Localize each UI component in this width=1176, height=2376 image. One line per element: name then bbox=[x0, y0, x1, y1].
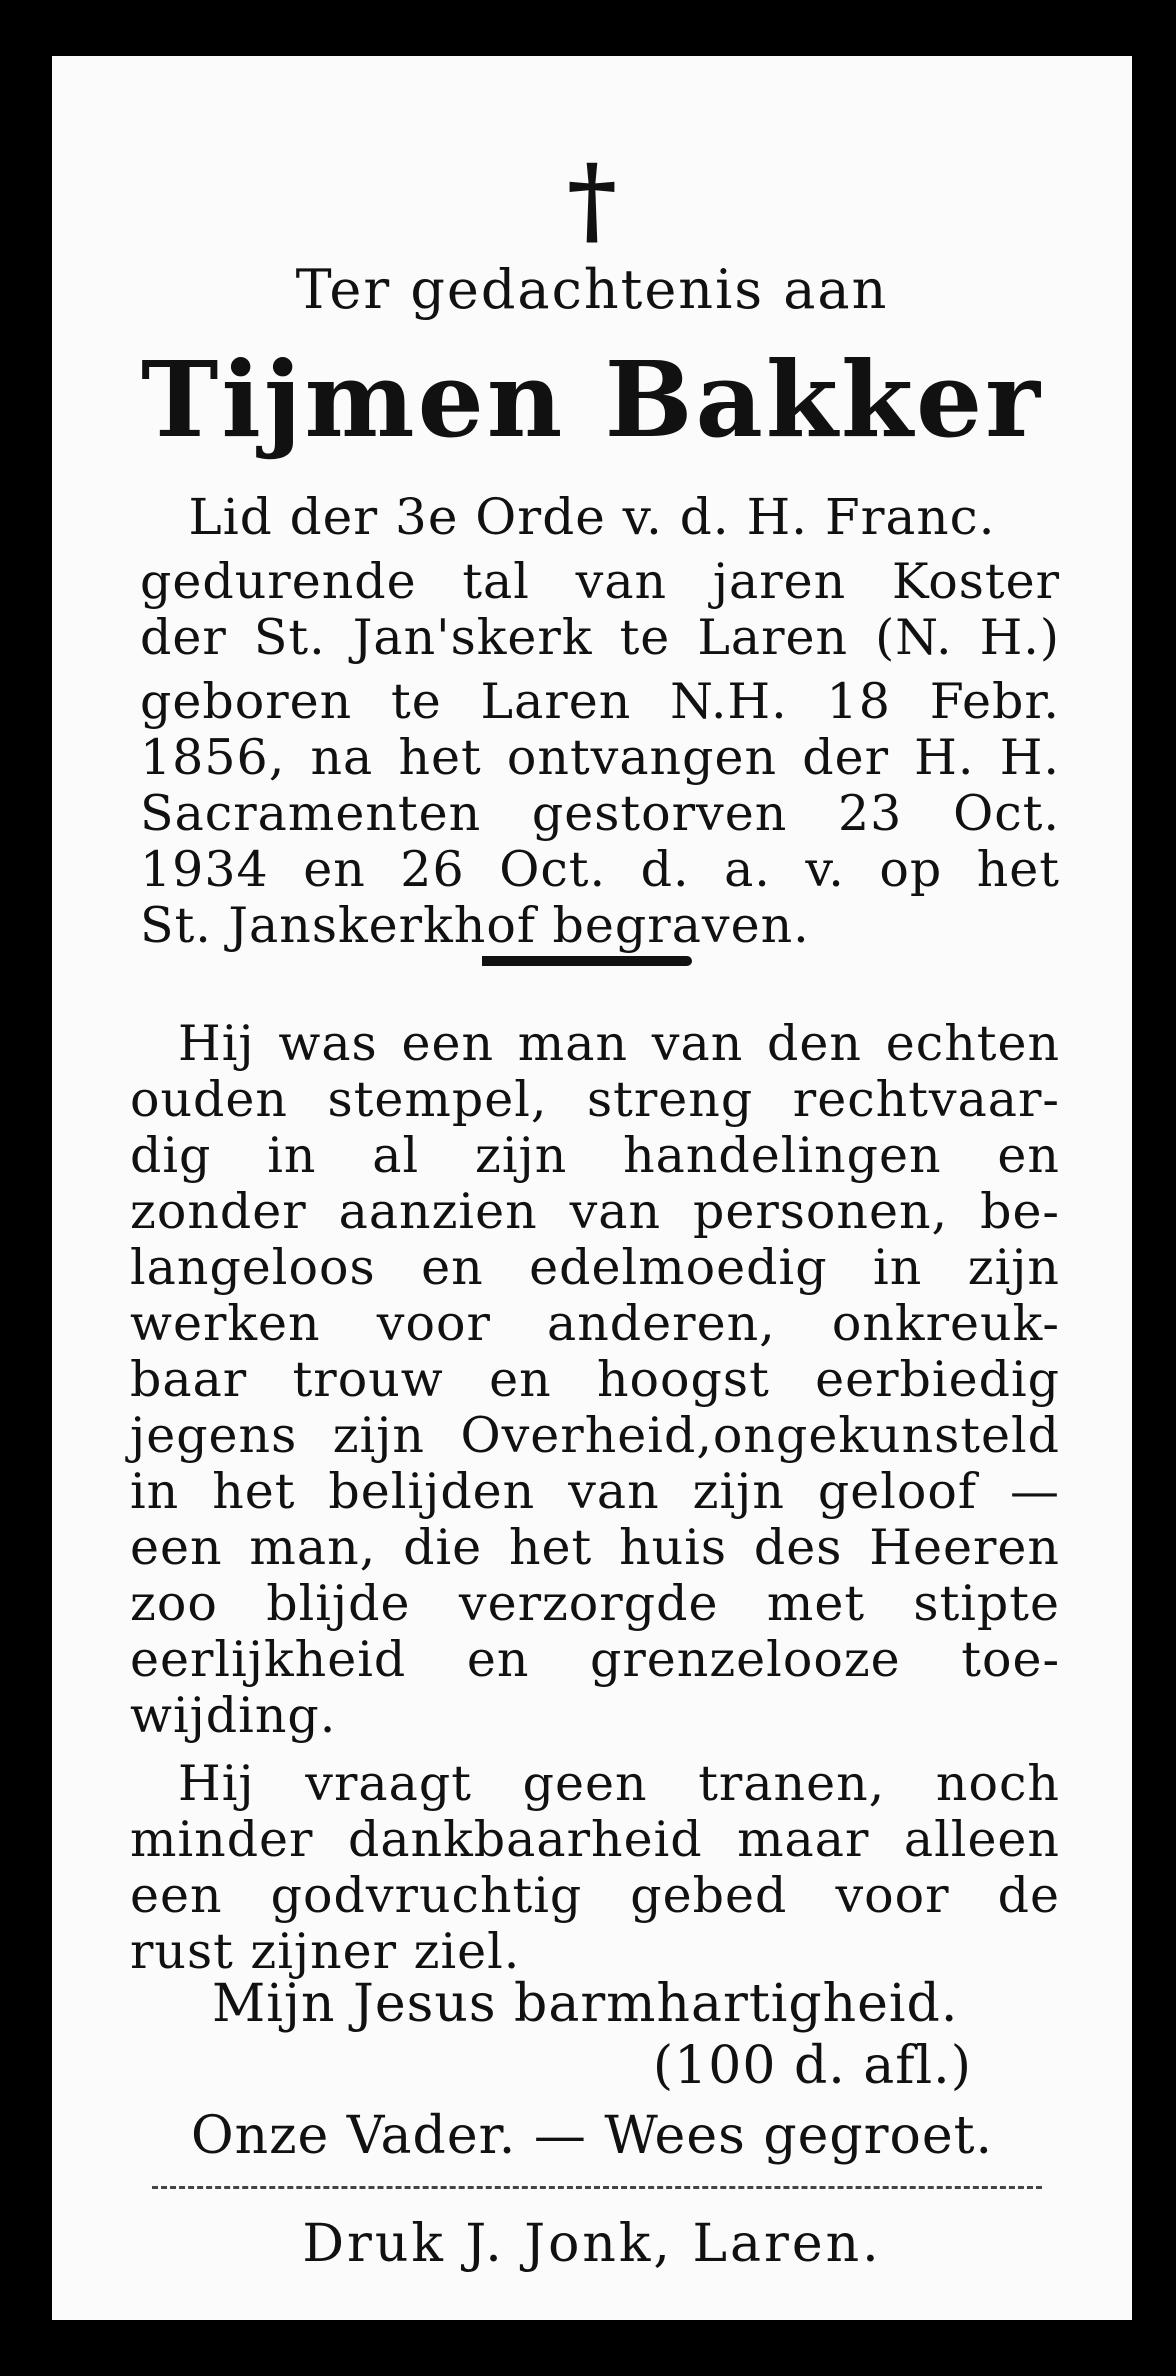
life-line: geboren te Laren N.H. 18 Febr. bbox=[140, 673, 1060, 730]
tribute-paragraph bbox=[130, 1016, 1060, 1744]
request-line: minder dankbaarheid maar alleen bbox=[130, 1811, 1060, 1868]
request-line: Hij vraagt geen tranen, noch bbox=[178, 1755, 1060, 1812]
tribute-line: langeloos en edelmoedig in zijn bbox=[130, 1239, 1060, 1296]
prayer-text: Mijn Jesus barmhartigheid. bbox=[212, 1974, 959, 2034]
tribute-line: dig in al zijn handelingen en bbox=[130, 1127, 1060, 1184]
tribute-line: werken voor anderen, onkreuk- bbox=[130, 1295, 1060, 1352]
tribute-line: zoo blijde verzorgde met stipte bbox=[130, 1575, 1060, 1632]
section-divider bbox=[482, 956, 692, 966]
tribute-line: baar trouw en hoogst eerbiedig bbox=[130, 1351, 1060, 1408]
life-paragraph bbox=[140, 674, 1060, 954]
koster-line: gedurende tal van jaren Koster bbox=[140, 553, 1060, 610]
tribute-line: ouden stempel, streng rechtvaar- bbox=[130, 1071, 1060, 1128]
life-line: 1856, na het ontvangen der H. H. bbox=[140, 729, 1060, 786]
printer-credit: Druk J. Jonk, Laren. bbox=[302, 2214, 882, 2274]
life-line: St. Janskerkhof begraven. bbox=[140, 897, 810, 954]
life-line: 1934 en 26 Oct. d. a. v. op het bbox=[140, 841, 1060, 898]
tribute-line: jegens zijn Overheid,ongekunsteld bbox=[130, 1407, 1060, 1464]
tribute-line: eerlijkheid en grenzelooze toe- bbox=[130, 1631, 1060, 1688]
tribute-line: in het belijden van zijn geloof — bbox=[130, 1463, 1060, 1520]
request-line: rust zijner ziel. bbox=[130, 1923, 521, 1980]
tribute-line: Hij was een man van den echten bbox=[178, 1015, 1060, 1072]
cross-icon: † bbox=[566, 143, 618, 256]
tribute-line: een man, die het huis des Heeren bbox=[130, 1519, 1060, 1576]
request-paragraph bbox=[130, 1756, 1060, 1980]
memorial-card bbox=[52, 56, 1132, 2320]
tribute-line: zonder aanzien van personen, be- bbox=[130, 1183, 1060, 1240]
life-line: Sacramenten gestorven 23 Oct. bbox=[140, 785, 1060, 842]
tribute-line: wijding. bbox=[130, 1687, 337, 1744]
closing-prayers: Onze Vader. — Wees gegroet. bbox=[190, 2106, 994, 2166]
intro-text: Ter gedachtenis aan bbox=[295, 258, 889, 321]
deceased-name: Tijmen Bakker bbox=[141, 338, 1043, 461]
koster-paragraph bbox=[140, 554, 1060, 666]
request-line: een godvruchtig gebed voor de bbox=[130, 1867, 1060, 1924]
indulgence-text: (100 d. afl.) bbox=[652, 2036, 972, 2096]
koster-line: der St. Jan'skerk te Laren (N. H.) bbox=[140, 609, 1060, 666]
footer-rule bbox=[152, 2186, 1042, 2189]
order-membership: Lid der 3e Orde v. d. H. Franc. bbox=[188, 488, 996, 546]
